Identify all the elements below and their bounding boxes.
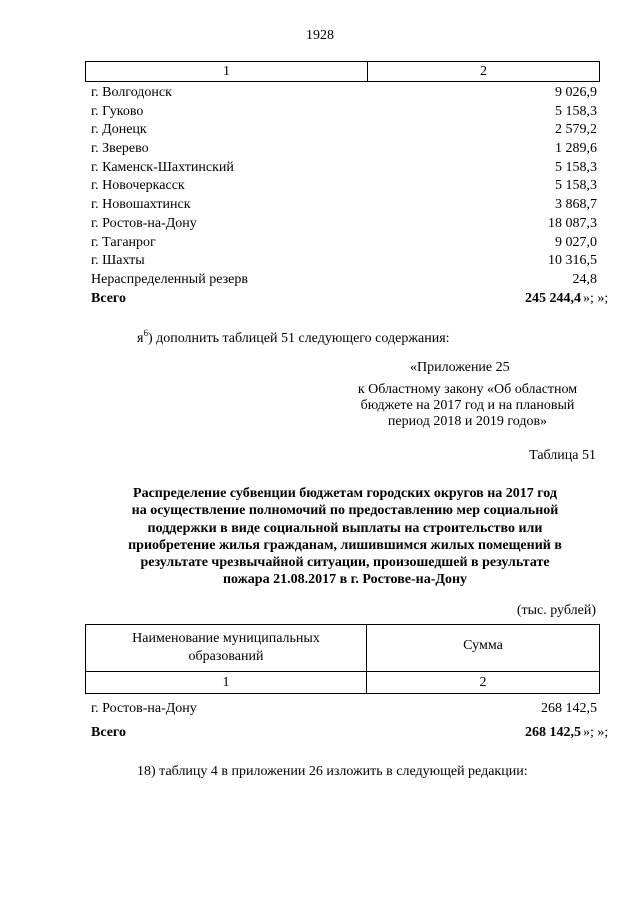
row-value: 2 579,2	[555, 122, 597, 138]
closing-quote-mark: »; »;	[583, 725, 609, 740]
law-line: период 2018 и 2019 годов»	[387, 414, 548, 429]
title-line: приобретение жилья гражданам, лишившимся жилых помещений в	[128, 537, 562, 553]
header-line: образований	[188, 649, 264, 664]
table-row	[91, 196, 597, 215]
units-label: (тыс. рублей)	[516, 603, 596, 618]
table2-col1-header	[86, 630, 366, 666]
table1-body	[91, 84, 609, 308]
table2-col2-number: 2	[479, 675, 487, 690]
appendix-title: «Приложение 25	[410, 360, 510, 375]
table2-total-row	[91, 722, 609, 746]
row-divider	[86, 671, 599, 672]
table-row	[91, 177, 597, 196]
title-line: пожара 21.08.2017 в г. Ростове-на-Дону	[222, 572, 468, 588]
table-row	[91, 215, 597, 234]
total-value: 268 142,5	[525, 725, 581, 740]
header-line: Наименование муниципальных	[132, 631, 320, 646]
table-row	[91, 159, 597, 178]
row-value: 268 142,5	[541, 701, 597, 716]
row-value: 3 868,7	[555, 197, 597, 213]
row-value: 18 087,3	[548, 215, 597, 231]
total-label: Всего	[91, 725, 126, 740]
total-label: Всего	[91, 290, 126, 306]
row-name: г. Таганрог	[91, 234, 156, 250]
closing-quote-mark: »; »;	[583, 290, 609, 306]
table1-col2-number: 2	[480, 64, 487, 79]
para-text: ) дополнить таблицей 51 следующего содержания:	[147, 331, 450, 346]
row-value: 24,8	[572, 271, 597, 287]
title-line: Распределение субвенции бюджетам городских округов на 2017 год	[133, 486, 557, 501]
row-value: 9 026,9	[555, 85, 597, 100]
row-name: г. Волгодонск	[91, 85, 172, 100]
law-line: бюджете на 2017 год и на плановый	[360, 398, 575, 413]
table-row	[91, 252, 597, 271]
table-row	[91, 271, 597, 290]
table-row	[91, 234, 597, 253]
page-number: 1928	[306, 28, 334, 43]
row-value: 10 316,5	[548, 253, 597, 269]
document-title	[100, 485, 590, 589]
table2-body	[91, 698, 609, 746]
table-row	[91, 121, 597, 140]
table-row	[91, 698, 597, 722]
row-name: г. Зверево	[91, 141, 149, 157]
table-row	[91, 140, 597, 159]
law-line: к Областному закону «Об областном	[357, 382, 578, 397]
row-value: 5 158,3	[555, 103, 597, 119]
table2-col1-number: 1	[222, 675, 230, 690]
row-value: 9 027,0	[555, 234, 597, 250]
row-name: г. Каменск-Шахтинский	[91, 159, 234, 175]
paragraph-18: 18) таблицу 4 в приложении 26 изложить в следующей редакции:	[137, 764, 528, 779]
table-label: Таблица 51	[529, 448, 596, 463]
row-name: г. Ростов-на-Дону	[91, 701, 197, 716]
row-name: Нераспределенный резерв	[91, 271, 248, 287]
row-name: г. Новошахтинск	[91, 197, 191, 213]
paragraph-ya6	[137, 328, 450, 347]
appendix-law-reference	[340, 382, 595, 430]
title-line: на осуществление полномочий по предоставлению мер социальной	[131, 503, 559, 519]
table-row	[91, 103, 597, 122]
row-name: г. Донецк	[91, 122, 147, 138]
table-row	[91, 84, 597, 103]
row-value: 1 289,6	[555, 141, 597, 157]
title-line: результате чрезвычайной ситуации, произошедшей в результате	[140, 555, 550, 571]
row-value: 5 158,3	[555, 178, 597, 194]
para-superscript: 6	[143, 328, 148, 338]
row-name: г. Гуково	[91, 103, 144, 119]
para-prefix: я	[137, 331, 144, 346]
table2-col2-header: Сумма	[463, 638, 503, 653]
table1-header	[85, 61, 600, 82]
table2-header	[85, 624, 600, 694]
title-line: поддержки в виде социальной выплаты на строительство или	[147, 520, 543, 536]
table1-col1-number: 1	[86, 62, 368, 81]
row-name: г. Новочеркасск	[91, 178, 185, 194]
table1-total-row	[91, 290, 609, 309]
row-value: 5 158,3	[555, 159, 597, 175]
row-name: г. Ростов-на-Дону	[91, 215, 197, 231]
row-name: г. Шахты	[91, 253, 145, 269]
total-value: 245 244,4	[525, 290, 581, 306]
